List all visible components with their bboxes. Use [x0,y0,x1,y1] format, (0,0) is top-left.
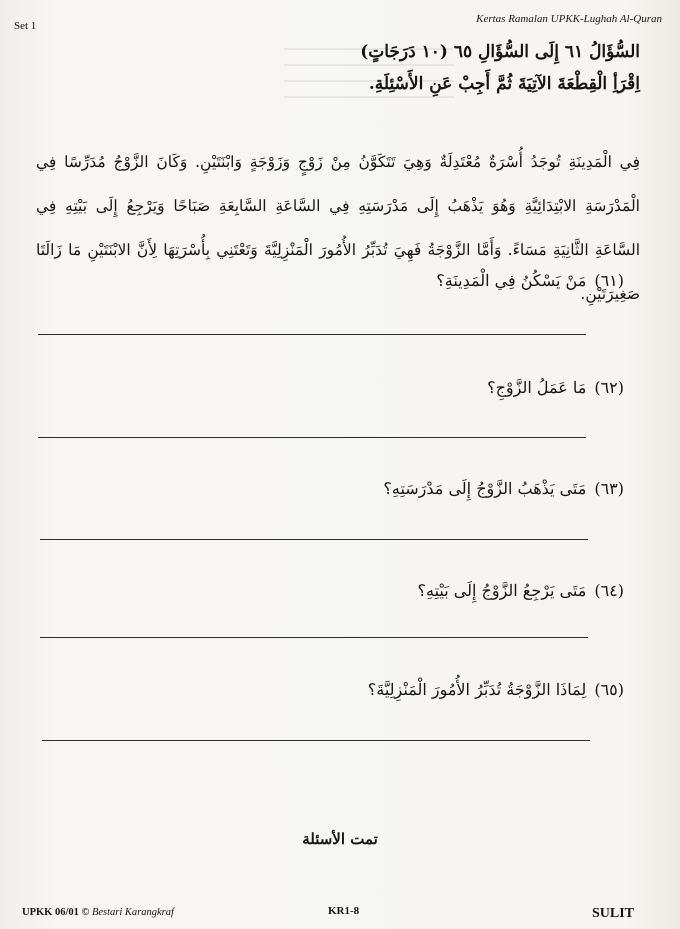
question-text: مَنْ يَسْكُنُ فِي الْمَدِينَةِ؟ [436,271,587,290]
answer-line-63[interactable] [40,539,588,540]
answer-line-64[interactable] [40,637,588,638]
end-of-questions: تمت الأسئلة [302,830,378,848]
question-61 [436,271,624,290]
footer-code-text: UPKK 06/01 © [22,907,90,918]
question-text: مَتَى يَرْجِعُ الزَّوْجُ إِلَى بَيْتِهِ؟ [417,581,587,600]
section-title: السُّؤَالُ ٦١ إِلَى السُّؤَالِ ٦٥ (١٠ دَرَجَاتٍ) [360,42,640,62]
paper-title: Kertas Ramalan UPKK-Lughah Al-Quran [476,13,662,25]
answer-line-65[interactable] [42,740,590,741]
question-65 [368,680,624,699]
answer-line-62[interactable] [38,437,586,438]
question-63 [383,479,624,498]
footer-code [22,907,174,918]
question-62 [487,378,624,397]
question-number: (٦١) [594,271,624,290]
set-label: Set 1 [14,20,37,32]
question-number: (٦٤) [594,581,624,600]
footer-page-code: KR1-8 [328,905,360,917]
footer-classification: SULIT [591,906,634,921]
question-number: (٦٢) [594,378,624,397]
question-number: (٦٣) [594,479,624,498]
section-instruction: اِقْرَأِ الْقِطْعَةَ الآتِيَةَ ثُمَّ أَجِبْ عَنِ الأَسْئِلَةِ. [368,74,640,94]
question-64 [418,581,625,600]
question-text: مَتَى يَذْهَبُ الزَّوْجُ إِلَى مَدْرَسَتِهِ؟ [383,479,587,498]
reading-passage: فِي الْمَدِينَةِ تُوجَدُ أُسْرَةٌ مُعْتَدِلَةٌ وَهِيَ تَتَكَوَّنُ مِنْ زَوْجٍ وَزَوْجَةٍ وَابْنَتَيْنِ. وَكَانَ الزَّوْجُ مُدَرِّسًا فِي الْمَدْرَسَةِ الابْتِدَائِيَّةِ وَهُوَ يَذْهَبُ إِلَى مَدْرَسَتِهِ فِي السَّاعَةِ السَّابِعَةِ صَبَاحًا وَيَرْجِعُ إِلَى بَيْتِهِ فِي السَّاعَةِ الثَّانِيَةِ مَسَاءً. وَأَمَّا الزَّوْجَةُ فَهِيَ تُدَبِّرُ الأُمُورَ الْمَنْزِلِيَّةَ وَتَعْتَنِي بِأُسْرَتِهَا لِأَنَّ الابْنَتَيْنِ مَا زَالَتَا صَغِيرَتَيْنِ. [36,153,640,303]
footer-publisher: Bestari Karangkraf [91,907,174,918]
answer-line-61[interactable] [38,334,586,335]
question-text: مَا عَمَلُ الزَّوْجِ؟ [487,378,587,397]
question-text: لِمَاذَا الزَّوْجَةُ تُدَبِّرُ الأُمُورَ الْمَنْزِلِيَّةَ؟ [367,680,587,699]
question-number: (٦٥) [594,680,624,699]
